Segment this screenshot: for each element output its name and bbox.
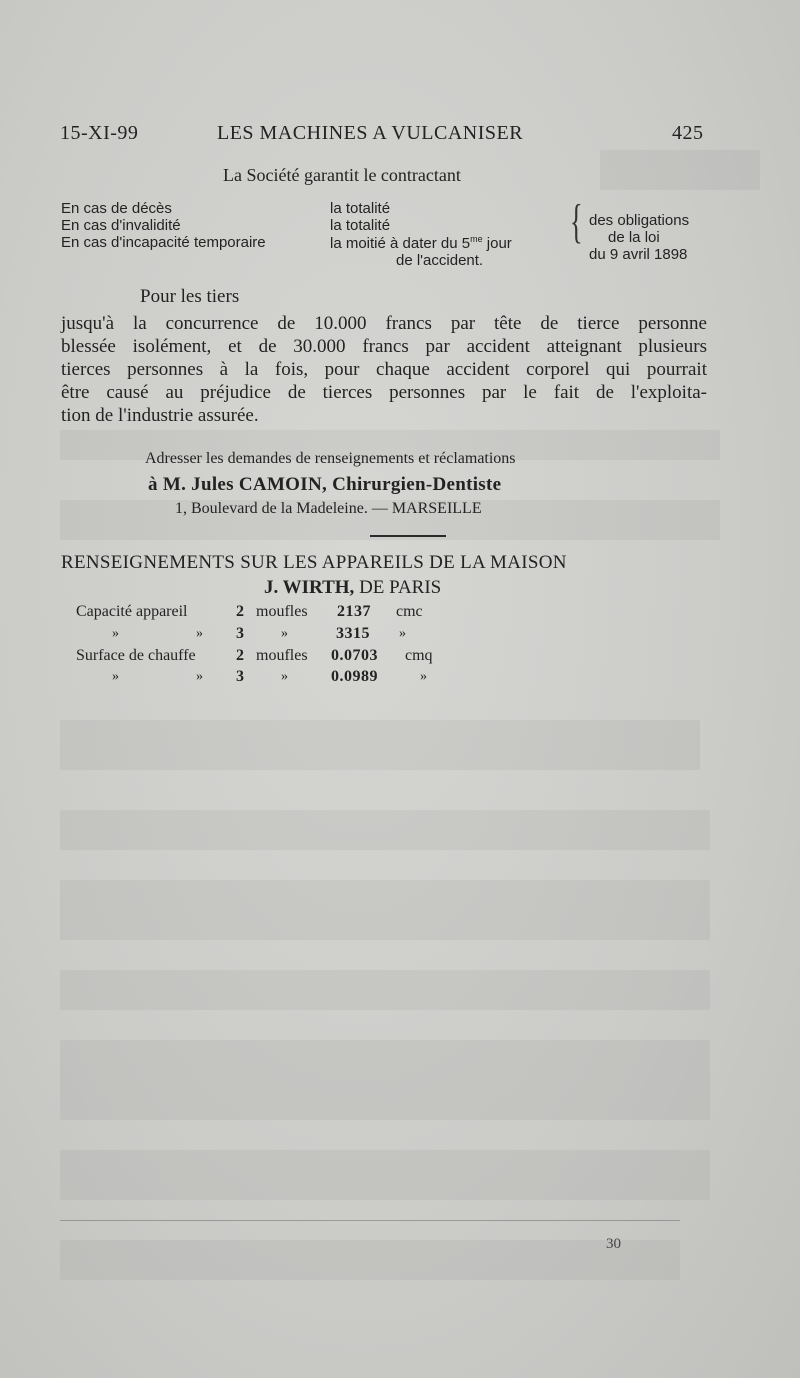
bleed-through xyxy=(60,970,710,1010)
bleed-through xyxy=(60,880,710,940)
maker-name: J. WIRTH, xyxy=(264,577,355,598)
spec-unit: » xyxy=(281,669,288,684)
bleed-rule xyxy=(60,1220,680,1221)
bleed-through xyxy=(60,1240,680,1280)
case-label: En cas d'invalidité xyxy=(61,217,181,234)
third-party-heading: Pour les tiers xyxy=(140,286,240,307)
spec-value: 3315 xyxy=(336,625,370,642)
spec-measure: » xyxy=(399,626,406,641)
spec-measure: cmq xyxy=(405,647,433,664)
paragraph-line: tierces personnes à la fois, pour chaque accident corporel qui pourrait xyxy=(61,359,707,380)
spec-measure: » xyxy=(420,669,427,684)
spec-unit: moufles xyxy=(256,603,308,620)
paragraph-line: être causé au préjudice de tierces personnes par le fait de l'exploita- xyxy=(61,382,707,403)
specs-title: RENSEIGNEMENTS SUR LES APPAREILS DE LA MAISON xyxy=(61,552,567,573)
bleed-through xyxy=(600,150,760,190)
case-label: En cas de décès xyxy=(61,200,172,217)
spec-measure: cmc xyxy=(396,603,423,620)
law-line: de la loi xyxy=(608,229,660,246)
bleed-through xyxy=(60,810,710,850)
superscript: me xyxy=(470,234,483,244)
spec-count: 2 xyxy=(236,603,244,620)
spec-ditto: » xyxy=(112,669,119,684)
spec-unit: » xyxy=(281,626,288,641)
guarantee-heading: La Société garantit le contractant xyxy=(223,165,461,185)
divider xyxy=(370,535,446,537)
paragraph-line: tion de l'industrie assurée. xyxy=(61,405,259,426)
law-line: des obligations xyxy=(589,212,690,229)
amount-continuation: de l'accident. xyxy=(396,252,484,269)
case-label: En cas d'incapacité temporaire xyxy=(61,234,266,251)
paragraph-line: blessée isolément, et de 30.000 francs par accident atteignant plusieurs xyxy=(61,336,707,357)
bleed-through xyxy=(60,1040,710,1120)
case-amount xyxy=(330,234,512,252)
specs-subtitle xyxy=(264,577,441,599)
amount-text-end: jour xyxy=(482,235,512,252)
bleed-through xyxy=(60,1150,710,1200)
page-number: 425 xyxy=(672,122,704,144)
folio-mark: 30 xyxy=(606,1236,621,1252)
spec-count: 2 xyxy=(236,647,244,664)
header-date: 15-XI-99 xyxy=(60,122,139,144)
contact-intro: Adresser les demandes de renseignements et réclamations xyxy=(145,450,516,467)
spec-value: 2137 xyxy=(337,603,371,620)
contact-address: 1, Boulevard de la Madeleine. — MARSEILLE xyxy=(175,500,482,517)
spec-label: Capacité appareil xyxy=(76,603,188,620)
spec-count: 3 xyxy=(236,625,244,642)
spec-value: 0.0989 xyxy=(331,668,378,685)
brace-glyph: { xyxy=(570,195,583,248)
bleed-through xyxy=(60,720,700,770)
spec-ditto: » xyxy=(112,626,119,641)
spec-count: 3 xyxy=(236,668,244,685)
case-amount: la totalité xyxy=(330,217,391,234)
maker-city: DE PARIS xyxy=(354,577,442,598)
contact-name: à M. Jules CAMOIN, Chirurgien-Dentiste xyxy=(148,474,502,495)
paragraph-line: jusqu'à la concurrence de 10.000 francs par tête de tierce personne xyxy=(61,313,707,334)
law-line: du 9 avril 1898 xyxy=(589,246,688,263)
spec-ditto: » xyxy=(196,626,203,641)
paragraph xyxy=(61,312,707,427)
spec-label: Surface de chauffe xyxy=(76,647,196,664)
spec-unit: moufles xyxy=(256,647,308,664)
case-amount: la totalité xyxy=(330,200,391,217)
spec-value: 0.0703 xyxy=(331,647,378,664)
spec-ditto: » xyxy=(196,669,203,684)
header-title: LES MACHINES A VULCANISER xyxy=(217,122,524,144)
amount-text: la moitié à dater du 5 xyxy=(330,235,471,252)
